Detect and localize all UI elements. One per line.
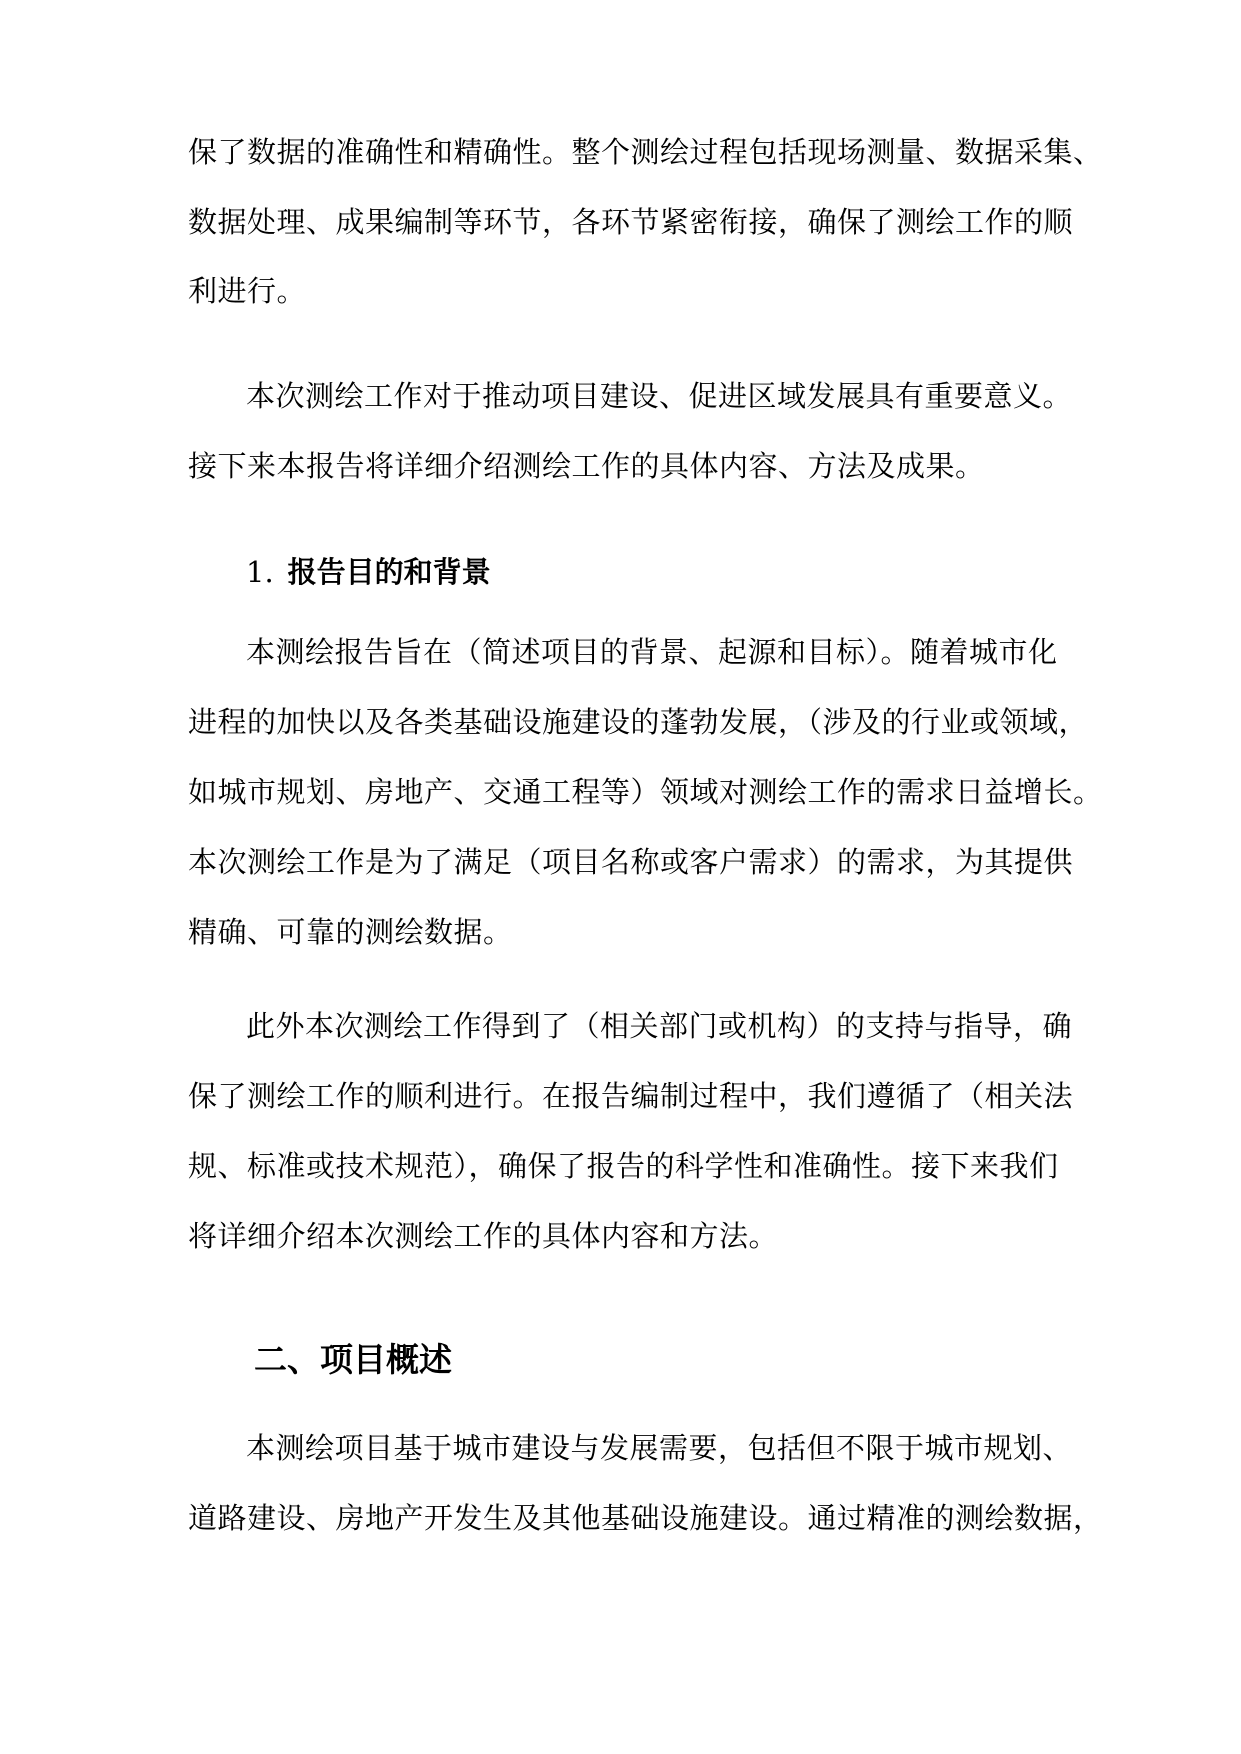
intro-para2-line-1: 本次测绘工作对于推动项目建设、促进区域发展具有重要意义。 <box>246 379 1073 413</box>
intro-para2-line-2: 接下来本报告将详细介绍测绘工作的具体内容、方法及成果。 <box>188 449 985 483</box>
section2-heading: 二、项目概述 <box>254 1340 452 1379</box>
section1-para2-line-2: 保了测绘工作的顺利进行。在报告编制过程中，我们遵循了（相关法 <box>188 1079 1074 1113</box>
section1-heading <box>246 552 491 592</box>
section2-para1-line-2: 道路建设、房地产开发生及其他基础设施建设。通过精准的测绘数据， <box>188 1501 1103 1535</box>
section1-para1-line-3: 如城市规划、房地产、交通工程等）领域对测绘工作的需求日益增长。 <box>188 775 1103 809</box>
section1-para1-line-2: 进程的加快以及各类基础设施建设的蓬勃发展，（涉及的行业或领域， <box>188 705 1089 739</box>
intro-para1-line-2: 数据处理、成果编制等环节，各环节紧密衔接，确保了测绘工作的顺 <box>188 205 1074 239</box>
intro-para1-line-1: 保了数据的准确性和精确性。整个测绘过程包括现场测量、数据采集、 <box>188 135 1103 169</box>
section1-para2-line-3: 规、标准或技术规范），确保了报告的科学性和准确性。接下来我们 <box>188 1149 1059 1183</box>
section1-para1-line-1: 本测绘报告旨在（简述项目的背景、起源和目标）。随着城市化 <box>246 635 1058 669</box>
section1-para1-line-4: 本次测绘工作是为了满足（项目名称或客户需求）的需求，为其提供 <box>188 845 1074 879</box>
section1-para1-line-5: 精确、可靠的测绘数据。 <box>188 915 513 949</box>
section1-number: 1. <box>246 555 274 589</box>
section1-title: 报告目的和背景 <box>287 555 491 589</box>
intro-para1-line-3: 利进行。 <box>188 274 307 308</box>
section1-para2-line-4: 将详细介绍本次测绘工作的具体内容和方法。 <box>188 1219 779 1253</box>
section2-para1-line-1: 本测绘项目基于城市建设与发展需要，包括但不限于城市规划、 <box>246 1431 1073 1465</box>
section1-para2-line-1: 此外本次测绘工作得到了（相关部门或机构）的支持与指导，确 <box>246 1009 1073 1043</box>
